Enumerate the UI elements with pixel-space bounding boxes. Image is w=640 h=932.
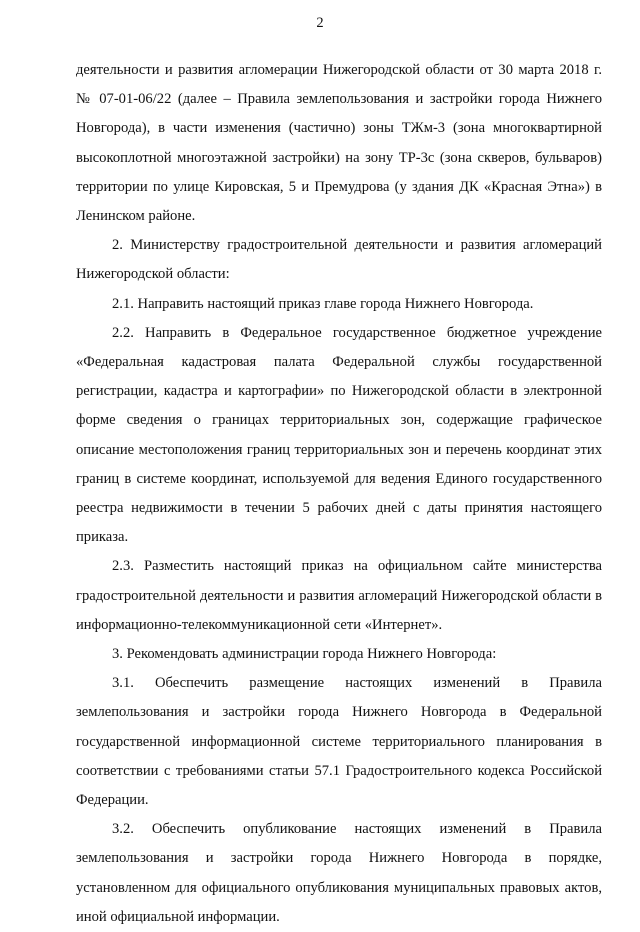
document-body <box>76 56 602 932</box>
paragraph-item-3-1: 3.1. Обеспечить размещение настоящих изменений в Правила землепользования и застройки города Нижнего Новгорода в Федеральной государственной информационной системе территориального планирования в соответствии с требованиями статьи 57.1 Градостроительного кодекса Российской Федерации. <box>76 675 602 809</box>
paragraph-item-2: 2. Министерству градостроительной деятельности и развития агломераций Нижегородской области: <box>76 237 602 283</box>
paragraph-item-2-1: 2.1. Направить настоящий приказ главе города Нижнего Новгорода. <box>112 295 534 312</box>
paragraph-continuation: деятельности и развития агломерации Нижегородской области от 30 марта 2018 г. № 07-01-06/22 (далее – Правила землепользования и застройки города Нижнего Новгорода), в части изменения (частично) зоны ТЖм-3 (зона многоквартирной высокоплотной многоэтажной застройки) на зону ТР-3с (зона скверов, бульваров) территории по улице Кировская, 5 и Премудрова (у здания ДК «Красная Этна») в Ленинском районе. <box>76 62 602 225</box>
paragraph-item-2-2: 2.2. Направить в Федеральное государственное бюджетное учреждение «Федеральная кадастровая палата Федеральной службы государственной регистрации, кадастра и картографии» по Нижегородской области в электронной форме сведения о границах территориальных зон, содержащие графическое описание местоположения границ территориальных зон и перечень координат этих границ в системе координат, используемой для ведения Единого государственного реестра недвижимости в течении 5 рабочих дней с даты принятия настоящего приказа. <box>76 324 602 546</box>
paragraph-item-3-2: 3.2. Обеспечить опубликование настоящих изменений в Правила землепользования и застройки города Нижнего Новгорода в порядке, установленном для официального опубликования муниципальных правовых актов, иной официальной информации. <box>76 821 602 925</box>
paragraph-item-2-3: 2.3. Разместить настоящий приказ на официальном сайте министерства градостроительной деятельности и развития агломераций Нижегородской области в информационно-телекоммуникационной сети «Интернет». <box>76 558 602 633</box>
page-number: 2 <box>316 15 324 31</box>
paragraph-item-3: 3. Рекомендовать администрации города Нижнего Новгорода: <box>112 646 497 663</box>
